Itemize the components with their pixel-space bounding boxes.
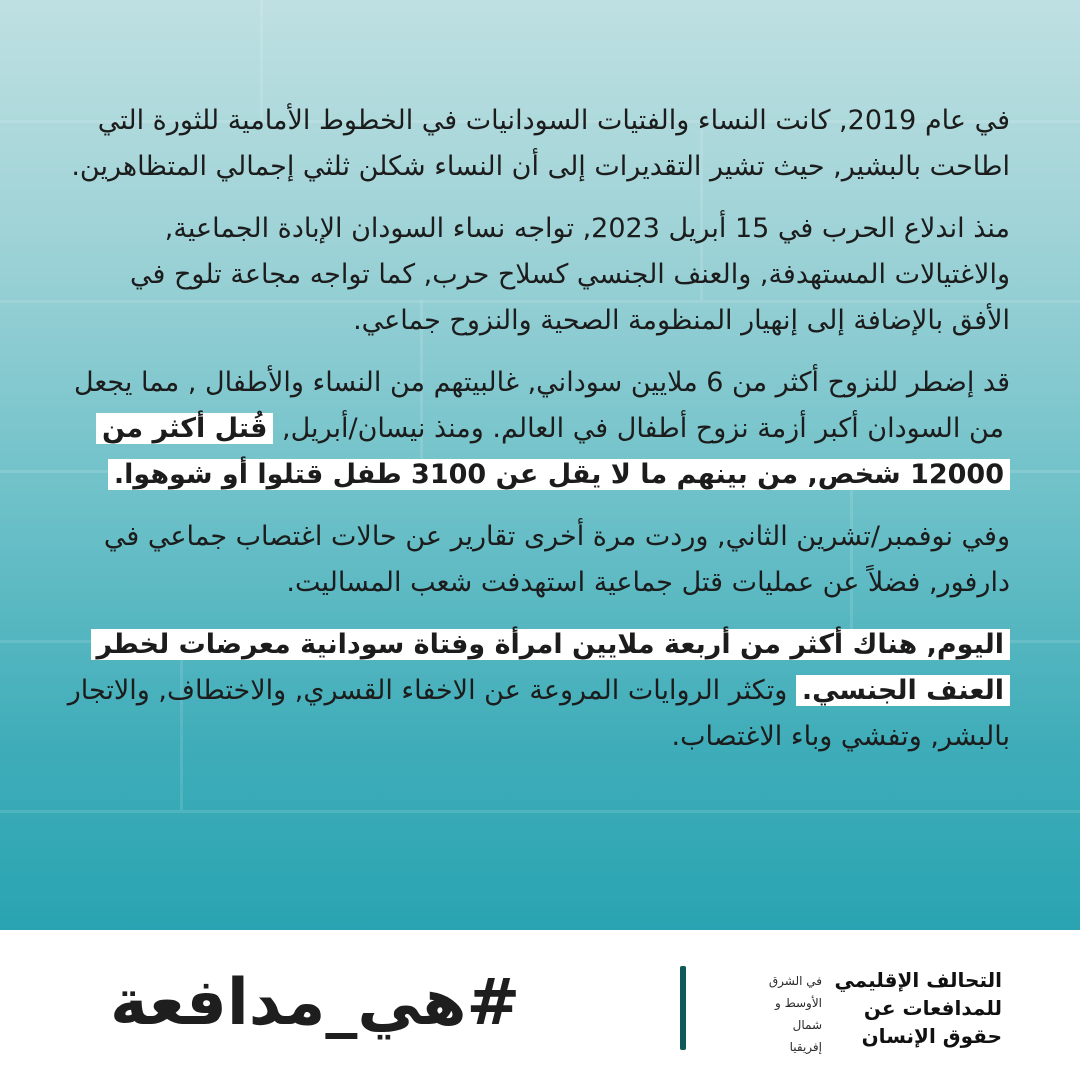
paragraph-5-highlight: اليوم, هناك أكثر من أربعة ملايين امرأة وفتاة سودانية معرضات لخطر العنف الجنسي. [91, 629, 1010, 706]
paragraph-4: وفي نوفمبر/تشرين الثاني, وردت مرة أخرى تقارير عن حالات اغتصاب جماعي في دارفور, فضلاً عن عمليات قتل جماعية استهدفت شعب المساليت. [103, 521, 1010, 598]
logo-name-line: حقوق الإنسان [861, 1024, 1002, 1048]
organization-logo-name [812, 966, 1002, 1050]
paragraph-3-highlight: قُتل أكثر من 12000 شخص, من بينهم ما لا يقل عن 3100 طفل قتلوا أو شوهوا. [96, 413, 1010, 490]
logo-divider [680, 966, 686, 1050]
paragraph-1: في عام 2019, كانت النساء والفتيات السودانيات في الخطوط الأمامية للثورة التي اطاحت بالبشير, حيث تشير التقديرات إلى أن النساء شكلن ثلثي إجمالي المتظاهرين. [71, 105, 1010, 182]
wall-texture-line [0, 810, 1080, 813]
logo-name-line: التحالف الإقليمي [834, 968, 1002, 992]
paragraph-2: منذ اندلاع الحرب في 15 أبريل 2023, تواجه نساء السودان الإبادة الجماعية, والاغتيالات المستهدفة, والعنف الجنسي كسلاح حرب, كما تواجه مجاعة تلوح في الأفق بالإضافة إلى إنهيار المنظومة الصحية والنزوح جماعي. [130, 213, 1010, 336]
paragraph-5-text: وتكثر الروايات المروعة عن الاخفاء القسري, والاختطاف, والاتجار بالبشر, وتفشي وباء الاغتصاب. [67, 675, 1010, 752]
paragraph-5 [65, 622, 1010, 760]
organization-logo-region [700, 970, 822, 1058]
logo-region-line: الأوسط و [774, 996, 822, 1010]
article-text [65, 98, 1010, 776]
campaign-hashtag: #هي_مدافعة [110, 966, 521, 1040]
paragraph-3 [65, 360, 1010, 498]
paragraph-3-text: قد إضطر للنزوح أكثر من 6 ملايين سوداني, غالبيتهم من النساء والأطفال , مما يجعل من السودان أكبر أزمة نزوح أطفال في العالم. ومنذ نيسان/أبريل, [73, 367, 1010, 444]
logo-name-line: للمدافعات عن [863, 996, 1002, 1020]
logo-region-line: إفريقيا [789, 1040, 822, 1054]
footer [0, 930, 1080, 1080]
logo-region-line: في الشرق [768, 974, 822, 988]
logo-region-line: شمال [792, 1018, 822, 1032]
